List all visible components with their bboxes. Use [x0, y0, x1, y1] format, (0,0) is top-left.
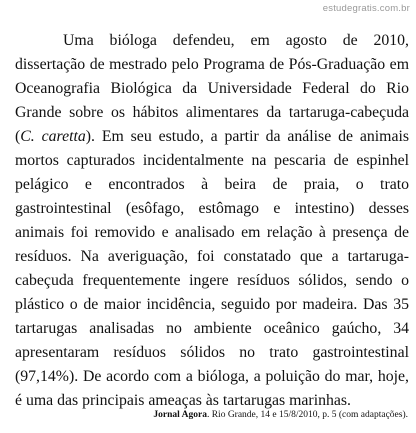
- watermark: estudegratis.com.br: [322, 3, 410, 14]
- source-citation: [153, 410, 408, 420]
- source-details: . Rio Grande, 14 e 15/8/2010, p. 5 (com adaptações).: [206, 410, 408, 420]
- article-paragraph: [15, 29, 409, 413]
- species-name: C. caretta: [20, 128, 86, 145]
- article-text-part1: Uma bióloga defendeu, em agosto de 2010, dissertação de mestrado pelo Programa de Pós-Graduação em Oceanografia Biológica da Universidade Federal do Rio Grande sobre os hábitos alimentares da tartaruga-cabeçuda (: [15, 32, 409, 145]
- article-text-part2: ). Em seu estudo, a partir da análise de animais mortos capturados incidentalmente na pescaria de espinhel pelágico e encontrados à beira de praia, o trato gastrointestinal (esôfago, estômago e intestino) desses animais foi removido e analisado em relação à presença de resíduos. Na averiguação, foi constatado que a tartaruga-cabeçuda frequentemente ingere resíduos sólidos, sendo o plástico o de maior incidência, seguido por madeira. Das 35 tartarugas analisadas no ambiente oceânico gaúcho, 34 apresentaram resíduos sólidos no trato gastrointestinal (97,14%). De acordo com a bióloga, a poluição do mar, hoje, é uma das principais ameaças às tartarugas marinhas.: [15, 128, 409, 409]
- article-text: [15, 29, 409, 413]
- source-publication: Jornal Agora: [153, 410, 207, 420]
